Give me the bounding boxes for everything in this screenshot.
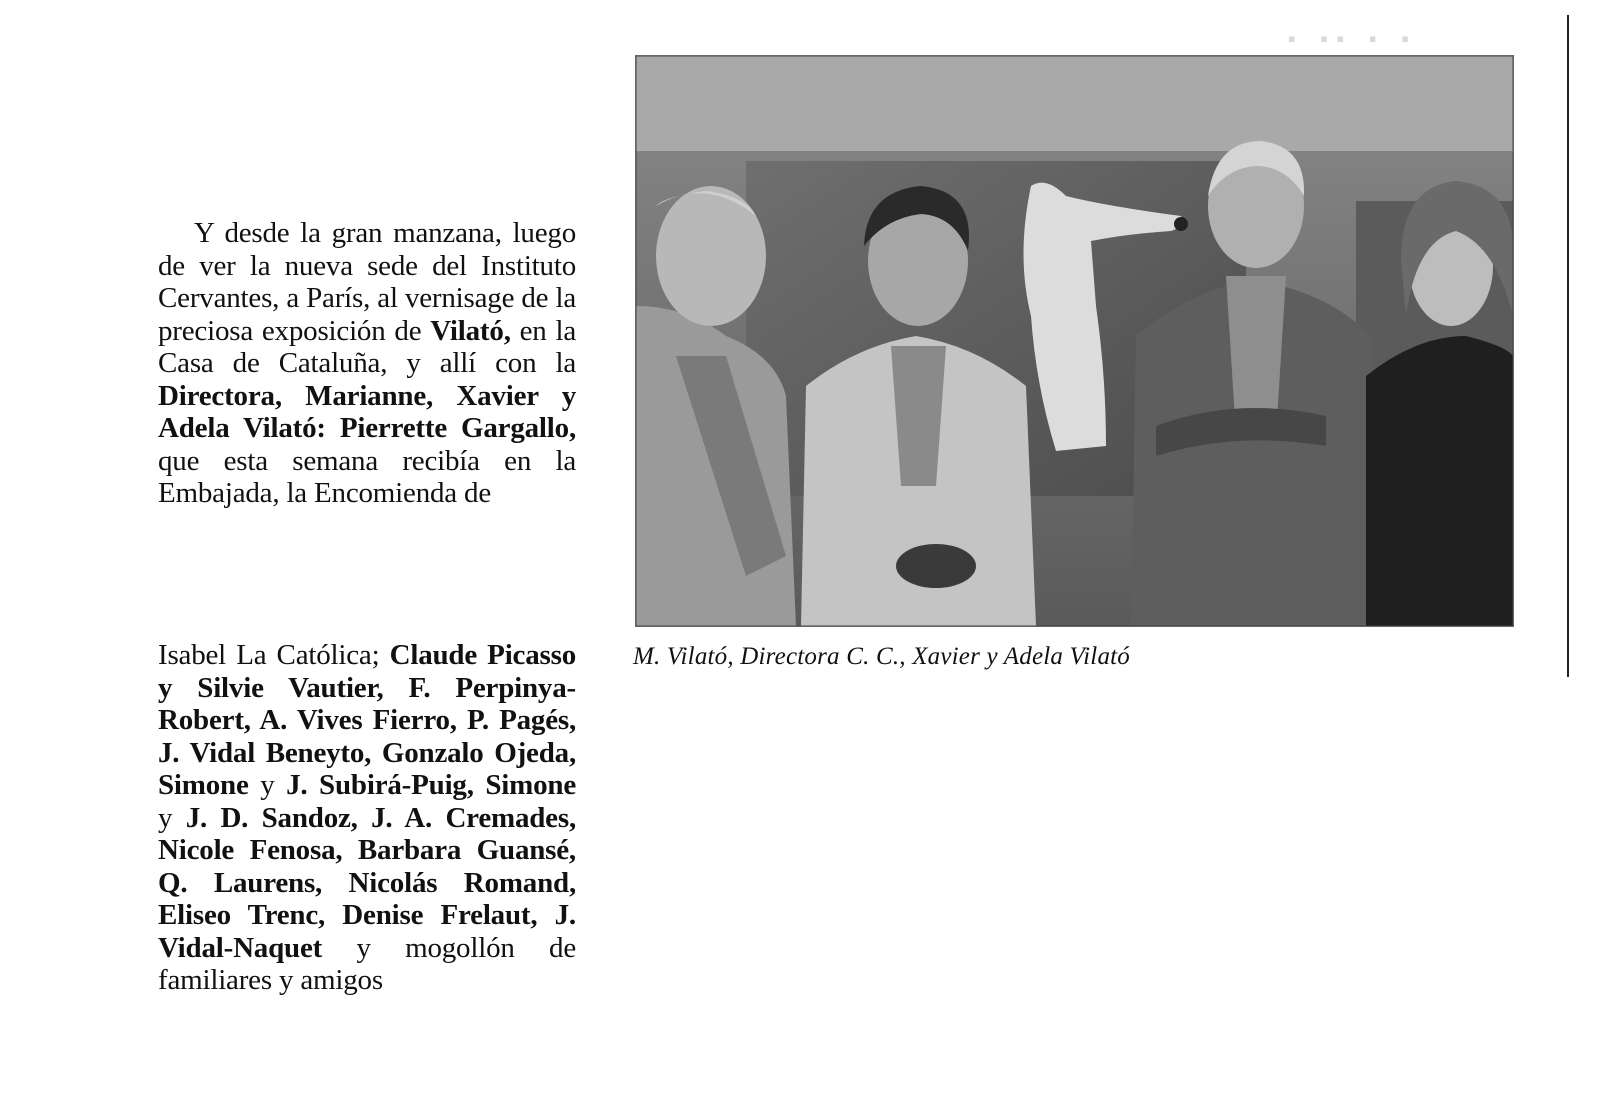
paragraph-text: en la Casa de Cataluña, y allí con la bbox=[158, 314, 576, 379]
paragraph-text: Y desde la gran manzana, luego de ver la nueva sede del Instituto Cervantes, a París, al vernisage de la preciosa exposición de bbox=[158, 217, 576, 347]
photo-caption: M. Vilató, Directora C. C., Xavier y Adela Vilató bbox=[633, 643, 1130, 670]
paragraph-text: y mogollón de familiares y amigos bbox=[158, 931, 576, 996]
photo-illustration bbox=[636, 56, 1513, 626]
news-photo bbox=[635, 55, 1514, 627]
paragraph-text: que esta semana recibía en la Embajada, la Encomienda de bbox=[158, 444, 576, 509]
bold-names: Directora, Marianne, Xavier y Adela Vilató: Pierrette Gargallo, bbox=[158, 379, 576, 444]
article-column-2 bbox=[158, 639, 576, 997]
article-paragraph-2 bbox=[158, 639, 576, 997]
bold-name: Vilató, bbox=[430, 314, 511, 347]
article-paragraph-1 bbox=[158, 217, 576, 510]
article-column-1 bbox=[158, 217, 576, 510]
bold-names: J. D. Sandoz, J. A. Cremades, Nicole Fenosa, Barbara Guansé, Q. Laurens, Nicolás Romand, Eliseo Trenc, Denise Frelaut, J. Vidal-Naquet bbox=[158, 801, 576, 964]
column-rule bbox=[1567, 15, 1569, 677]
faint-stamp-mark: ▪ ▪▪ ▪ ▪ bbox=[1285, 28, 1415, 53]
paragraph-text: y bbox=[248, 769, 287, 801]
paragraph-text: y bbox=[158, 801, 186, 834]
bold-names: Claude Picasso y Silvie Vautier, F. Perpinya-Robert, A. Vives Fierro, P. Pagés, J. Vidal Beneyto, Gonzalo Ojeda, Simone bbox=[158, 639, 576, 801]
bold-names: J. Subirá-Puig, Simone bbox=[286, 769, 576, 801]
paragraph-text: Isabel La Católica; bbox=[158, 639, 390, 671]
